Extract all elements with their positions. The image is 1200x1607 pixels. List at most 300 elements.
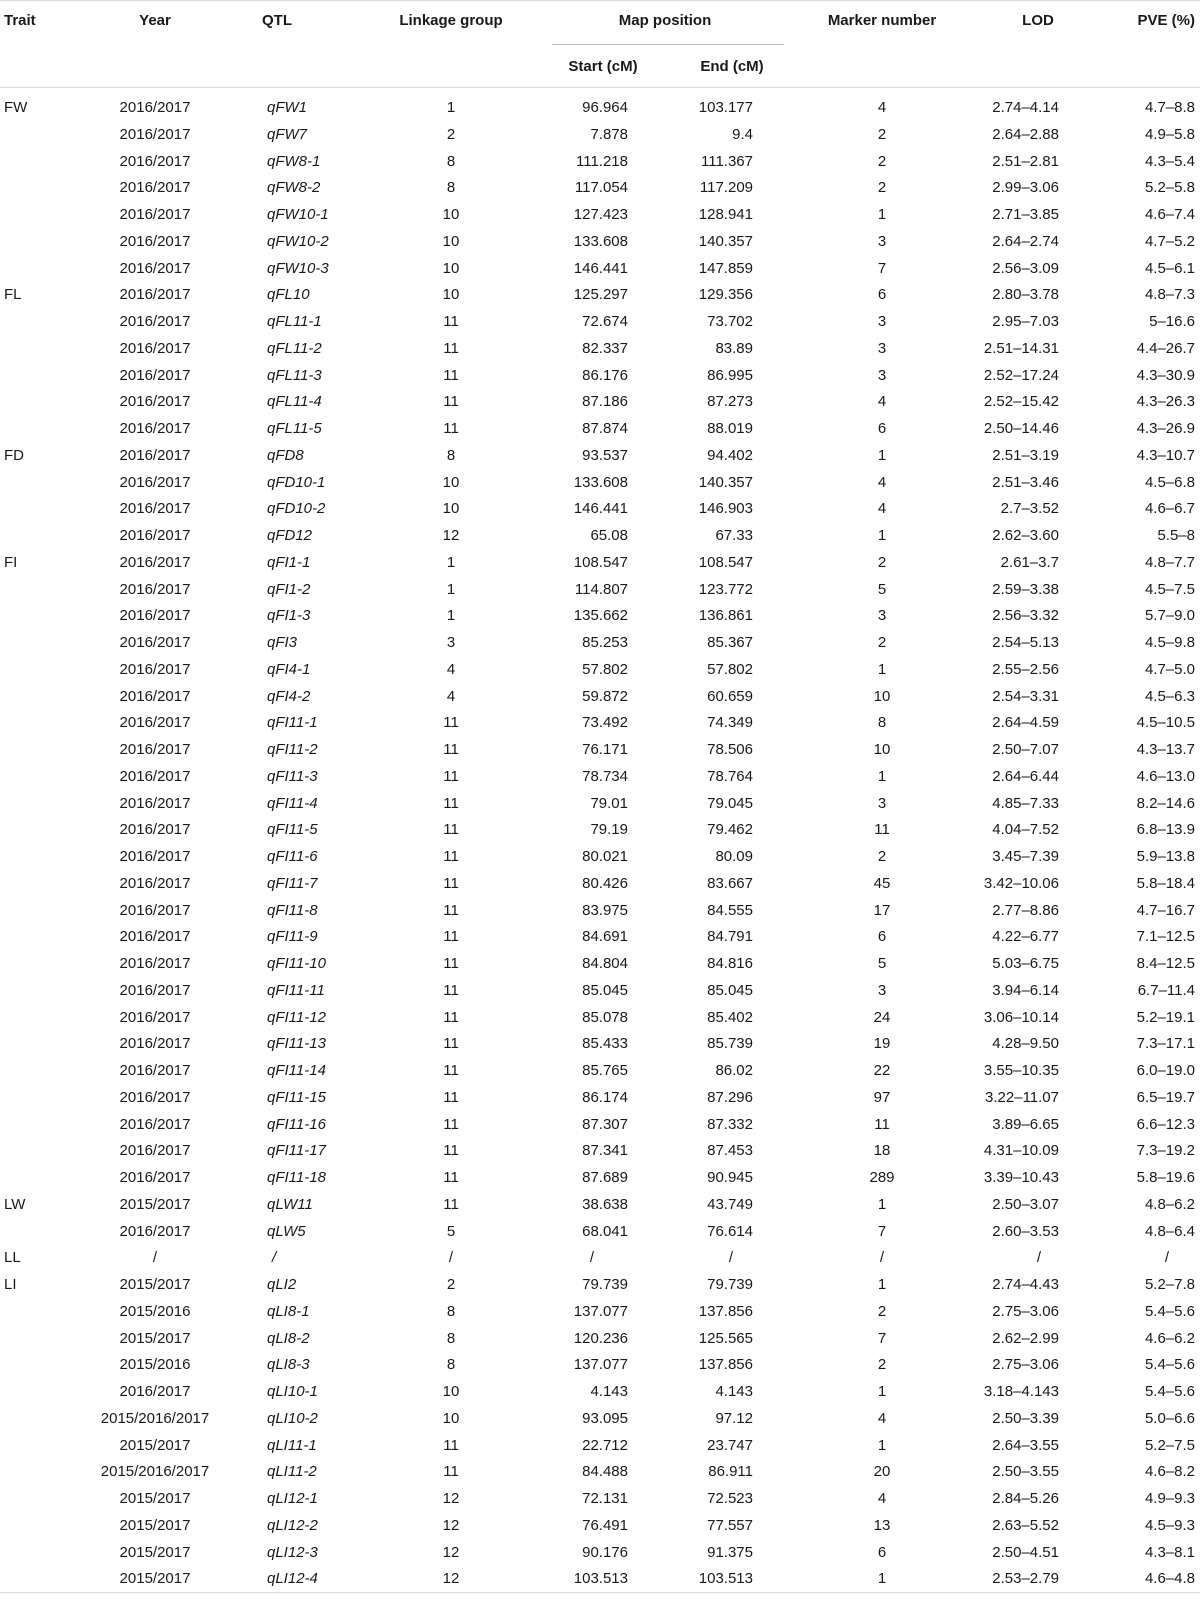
cell-linkage-group: 10 (442, 500, 460, 518)
table-row (0, 897, 1200, 924)
cell-marker-number: 3 (877, 339, 887, 357)
cell-linkage-group: 8 (446, 179, 456, 197)
cell-pve: 4.3–26.9 (1136, 420, 1195, 437)
cell-pve: 4.5–6.8 (1144, 473, 1195, 491)
cell-year: 2016/2017 (119, 687, 191, 705)
cell-marker-number: 7 (877, 1222, 887, 1240)
cell-start: 117.054 (574, 179, 628, 197)
cell-lod: 2.50–3.07 (992, 1195, 1059, 1213)
cell-start: 111.218 (576, 152, 628, 170)
cell-start: 72.674 (582, 313, 628, 330)
cell-year: 2015/2017 (119, 1543, 191, 1561)
cell-lod: 2.56–3.09 (992, 259, 1059, 277)
cell-year: 2015/2016 (119, 1356, 191, 1374)
cell-linkage-group: 10 (442, 1409, 460, 1427)
cell-marker-number: 4 (877, 1490, 887, 1507)
cell-lod: 2.54–5.13 (992, 634, 1059, 651)
cell-pve: 4.6–8.2 (1144, 1463, 1195, 1481)
cell-lod: 3.42–10.06 (983, 874, 1059, 892)
cell-start: 93.095 (582, 1409, 628, 1427)
cell-end: 79.462 (707, 821, 753, 839)
cell-year: 2016/2017 (119, 152, 191, 170)
cell-end: 103.513 (698, 1570, 753, 1588)
cell-pve: 5.2–5.8 (1144, 179, 1195, 197)
cell-end: 78.506 (707, 741, 753, 758)
cell-linkage-group: 5 (446, 1222, 456, 1240)
cell-end: 85.739 (707, 1035, 753, 1053)
cell-start: 76.491 (582, 1516, 628, 1534)
cell-year: 2016/2017 (119, 955, 191, 972)
cell-year: 2016/2017 (119, 767, 191, 785)
cell-start: 85.078 (582, 1008, 628, 1026)
table-row (0, 602, 1200, 629)
cell-qtl: qFD8 (267, 446, 304, 464)
cell-pve: 5–16.6 (1149, 313, 1195, 330)
cell-end: 72.523 (707, 1490, 753, 1507)
cell-start: 76.171 (582, 741, 628, 758)
cell-end: 85.367 (707, 634, 753, 651)
cell-linkage-group: 11 (443, 981, 459, 999)
cell-year: 2015/2017 (119, 1195, 191, 1213)
cell-qtl: qLI8-1 (267, 1302, 310, 1320)
cell-start: 87.689 (582, 1169, 628, 1186)
cell-pve: 4.5–6.3 (1144, 687, 1195, 705)
cell-year: 2016/2017 (119, 125, 191, 143)
cell-linkage-group: 10 (442, 473, 460, 491)
cell-qtl: qLI12-3 (267, 1543, 318, 1561)
cell-end: 84.555 (707, 901, 753, 919)
cell-qtl: qLI2 (267, 1276, 297, 1293)
cell-end: 83.89 (715, 339, 753, 357)
cell-marker-number: 6 (877, 1543, 887, 1561)
cell-pve: 7.3–19.2 (1136, 1142, 1195, 1160)
cell-start: 72.131 (582, 1490, 628, 1507)
cell-lod: 4.04–7.52 (992, 821, 1059, 839)
cell-start: 87.186 (582, 393, 628, 411)
cell-linkage-group: 11 (443, 393, 459, 411)
cell-start: 82.337 (582, 339, 628, 357)
cell-trait: LL (4, 1249, 21, 1267)
cell-year: 2016/2017 (119, 580, 191, 598)
cell-marker-number: 7 (877, 259, 887, 277)
cell-year: 2016/2017 (119, 794, 191, 812)
cell-qtl: qLI11-2 (267, 1463, 317, 1481)
cell-qtl: / (272, 1249, 277, 1267)
cell-linkage-group: 2 (446, 125, 456, 143)
cell-linkage-group: 8 (446, 1329, 456, 1347)
table-row (0, 1485, 1200, 1512)
cell-end: 80.09 (715, 848, 753, 865)
cell-pve: 6.6–12.3 (1136, 1115, 1195, 1133)
cell-linkage-group: 11 (443, 1436, 459, 1454)
header-lod: LOD (1022, 12, 1054, 29)
cell-pve: 5.8–19.6 (1136, 1169, 1195, 1186)
cell-qtl: qLI10-2 (267, 1409, 318, 1427)
table-row (0, 415, 1200, 442)
cell-pve: 4.5–9.3 (1144, 1516, 1195, 1534)
table-row (0, 1030, 1200, 1057)
table-row (0, 736, 1200, 763)
cell-pve: 4.7–5.2 (1144, 232, 1195, 250)
cell-lod: 2.74–4.43 (992, 1276, 1059, 1293)
cell-end: 60.659 (707, 687, 753, 705)
cell-start: 133.608 (573, 473, 628, 491)
cell-lod: 2.51–3.19 (992, 446, 1059, 464)
cell-pve: 4.6–13.0 (1136, 767, 1195, 785)
cell-marker-number: 2 (877, 1356, 887, 1374)
table-row (0, 816, 1200, 843)
cell-end: 43.749 (707, 1195, 753, 1213)
cell-linkage-group: 11 (443, 741, 459, 758)
cell-start: 79.739 (582, 1276, 628, 1293)
cell-year: 2016/2017 (119, 607, 191, 625)
cell-end: 137.856 (698, 1302, 753, 1320)
cell-linkage-group: 1 (446, 553, 456, 571)
cell-end: 83.667 (707, 874, 753, 892)
cell-pve: 6.8–13.9 (1136, 821, 1195, 839)
cell-marker-number: 4 (877, 1409, 887, 1427)
cell-end: 117.209 (699, 179, 753, 197)
table-row (0, 1244, 1200, 1271)
cell-pve: 4.7–16.7 (1136, 901, 1195, 919)
cell-marker-number: 6 (877, 420, 887, 437)
cell-lod: 2.51–3.46 (992, 473, 1059, 491)
cell-pve: 4.5–10.5 (1136, 714, 1195, 732)
cell-year: 2016/2017 (119, 634, 191, 651)
cell-trait: LW (4, 1195, 26, 1213)
cell-year: 2016/2017 (119, 446, 191, 464)
cell-end: 76.614 (707, 1222, 753, 1240)
table-row (0, 1004, 1200, 1031)
cell-marker-number: 1 (877, 206, 887, 223)
cell-lod: 2.51–2.81 (992, 152, 1059, 170)
cell-start: 38.638 (582, 1195, 628, 1213)
cell-marker-number: 1 (877, 527, 887, 544)
cell-pve: 4.9–5.8 (1144, 125, 1195, 143)
table-row (0, 1432, 1200, 1459)
cell-start: 125.297 (573, 286, 628, 304)
cell-marker-number: 4 (877, 500, 887, 518)
cell-end: 87.296 (707, 1088, 753, 1106)
cell-lod: 2.99–3.06 (992, 179, 1059, 197)
cell-pve: 4.6–7.4 (1144, 206, 1195, 223)
cell-pve: 4.5–7.5 (1144, 580, 1195, 598)
cell-qtl: qFI11-11 (267, 981, 325, 999)
cell-start: 59.872 (582, 687, 628, 705)
cell-pve: 4.5–6.1 (1144, 259, 1195, 277)
cell-lod: 2.77–8.86 (992, 901, 1059, 919)
cell-year: 2016/2017 (119, 179, 191, 197)
cell-lod: 3.55–10.35 (983, 1062, 1059, 1079)
cell-qtl: qFL11-2 (267, 339, 322, 357)
cell-end: 84.816 (707, 955, 753, 972)
cell-start: 85.433 (582, 1035, 628, 1053)
table-row (0, 1271, 1200, 1298)
cell-marker-number: 6 (877, 286, 887, 304)
cell-start: 137.077 (573, 1356, 628, 1374)
cell-lod: 2.52–17.24 (983, 366, 1059, 384)
cell-pve: 8.2–14.6 (1136, 794, 1195, 812)
cell-end: / (728, 1249, 734, 1267)
cell-year: 2016/2017 (119, 527, 191, 544)
cell-marker-number: 13 (873, 1516, 891, 1534)
cell-linkage-group: 11 (443, 1088, 459, 1106)
cell-linkage-group: 12 (442, 1543, 460, 1561)
cell-start: 22.712 (582, 1436, 628, 1454)
cell-pve: 5.2–19.1 (1136, 1008, 1195, 1026)
cell-marker-number: 3 (877, 313, 887, 330)
cell-lod: 2.62–2.99 (992, 1329, 1059, 1347)
cell-trait: FD (4, 446, 24, 464)
cell-end: 78.764 (707, 767, 753, 785)
table-row (0, 1539, 1200, 1566)
cell-qtl: qFW7 (267, 125, 308, 143)
cell-lod: 2.60–3.53 (992, 1222, 1059, 1240)
cell-pve: 5.9–13.8 (1136, 848, 1195, 865)
cell-year: 2015/2017 (119, 1490, 191, 1507)
cell-end: 87.332 (707, 1115, 753, 1133)
table-row (0, 1084, 1200, 1111)
cell-year: 2016/2017 (119, 1088, 191, 1106)
cell-linkage-group: 11 (443, 901, 459, 919)
cell-marker-number: 2 (877, 1302, 887, 1320)
cell-start: 108.547 (573, 553, 628, 571)
cell-lod: 3.89–6.65 (992, 1115, 1059, 1133)
cell-pve: 4.8–7.3 (1144, 286, 1195, 304)
cell-linkage-group: 1 (446, 99, 456, 116)
cell-pve: 4.3–13.7 (1136, 741, 1195, 758)
cell-start: 79.19 (590, 821, 628, 839)
cell-pve: 4.6–6.2 (1144, 1329, 1195, 1347)
cell-qtl: qLW5 (267, 1222, 306, 1240)
cell-year: 2016/2017 (119, 1062, 191, 1079)
cell-qtl: qFI11-2 (267, 741, 318, 758)
cell-qtl: qLI12-2 (267, 1516, 318, 1534)
cell-linkage-group: 3 (446, 634, 456, 651)
cell-start: 86.176 (582, 366, 628, 384)
cell-start: 120.236 (573, 1329, 628, 1347)
cell-trait: FW (4, 99, 28, 116)
cell-linkage-group: 11 (443, 1035, 459, 1053)
cell-end: 9.4 (732, 125, 753, 143)
cell-qtl: qFI11-15 (267, 1088, 326, 1106)
table-row (0, 950, 1200, 977)
cell-linkage-group: 11 (443, 1169, 459, 1186)
cell-year: 2016/2017 (119, 1383, 191, 1400)
cell-linkage-group: 1 (446, 607, 456, 625)
cell-marker-number: 6 (877, 928, 887, 946)
cell-marker-number: 3 (877, 607, 887, 625)
table-row (0, 495, 1200, 522)
cell-start: 80.021 (582, 848, 628, 865)
cell-start: 84.804 (582, 955, 628, 972)
cell-year: / (152, 1249, 158, 1267)
cell-start: 146.441 (573, 259, 628, 277)
cell-linkage-group: 11 (443, 955, 459, 972)
cell-year: 2016/2017 (119, 339, 191, 357)
cell-pve: 6.7–11.4 (1137, 981, 1195, 999)
cell-lod: 4.28–9.50 (992, 1035, 1059, 1053)
cell-lod: 2.59–3.38 (992, 580, 1059, 598)
cell-year: 2015/2016 (119, 1302, 191, 1320)
cell-lod: 2.71–3.85 (992, 206, 1059, 223)
table-row (0, 94, 1200, 121)
cell-end: 140.357 (698, 473, 753, 491)
cell-end: 84.791 (707, 928, 753, 946)
table-row (0, 1191, 1200, 1218)
table-row (0, 442, 1200, 469)
cell-pve: 5.4–5.6 (1144, 1383, 1195, 1400)
cell-year: 2016/2017 (119, 553, 191, 571)
cell-pve: 4.7–5.0 (1144, 660, 1195, 678)
header-linkage-group: Linkage group (399, 12, 503, 29)
cell-linkage-group: 10 (442, 232, 460, 250)
table-row (0, 1325, 1200, 1352)
table-row (0, 1057, 1200, 1084)
cell-marker-number: 3 (877, 981, 887, 999)
cell-linkage-group: 11 (443, 848, 459, 865)
table-row (0, 709, 1200, 736)
cell-year: 2016/2017 (119, 714, 191, 732)
cell-marker-number: 17 (873, 901, 891, 919)
cell-qtl: qFI4-1 (267, 660, 311, 678)
cell-lod: 2.95–7.03 (992, 313, 1059, 330)
cell-qtl: qFL11-1 (267, 313, 322, 330)
cell-lod: 2.80–3.78 (992, 286, 1059, 304)
cell-pve: 5.2–7.8 (1144, 1276, 1195, 1293)
cell-lod: 4.85–7.33 (992, 794, 1059, 812)
cell-year: 2016/2017 (119, 741, 191, 758)
cell-lod: 2.64–2.74 (992, 232, 1059, 250)
cell-marker-number: 10 (873, 741, 891, 758)
cell-marker-number: 3 (877, 232, 887, 250)
cell-end: 87.273 (707, 393, 753, 411)
cell-qtl: qFL11-5 (267, 420, 322, 437)
cell-end: 140.357 (698, 232, 753, 250)
cell-linkage-group: 4 (446, 687, 456, 705)
table-row (0, 1512, 1200, 1539)
cell-pve: 5.4–5.6 (1144, 1302, 1195, 1320)
cell-marker-number: 18 (873, 1142, 891, 1160)
cell-year: 2016/2017 (119, 1008, 191, 1026)
cell-pve: 4.3–26.3 (1136, 393, 1195, 411)
cell-lod: 2.75–3.06 (992, 1302, 1059, 1320)
cell-linkage-group: 12 (442, 527, 460, 544)
cell-end: 94.402 (707, 446, 753, 464)
cell-year: 2016/2017 (119, 1035, 191, 1053)
header-pve: PVE (%) (1137, 12, 1195, 29)
table-row (0, 281, 1200, 308)
cell-start: 83.975 (582, 901, 628, 919)
cell-qtl: qFI1-1 (267, 553, 311, 571)
cell-pve: / (1164, 1249, 1170, 1267)
cell-linkage-group: 12 (442, 1516, 460, 1534)
table-row (0, 1458, 1200, 1485)
cell-marker-number: 2 (877, 179, 887, 197)
cell-year: 2016/2017 (119, 874, 191, 892)
table-row (0, 843, 1200, 870)
cell-pve: 4.4–26.7 (1136, 339, 1195, 357)
cell-year: 2016/2017 (119, 99, 191, 116)
cell-marker-number: 45 (873, 874, 891, 892)
cell-marker-number: 1 (877, 1570, 887, 1588)
cell-linkage-group: / (448, 1249, 454, 1267)
cell-year: 2016/2017 (119, 259, 191, 277)
cell-qtl: qFI11-4 (267, 794, 318, 812)
table-row (0, 1405, 1200, 1432)
cell-year: 2015/2017 (119, 1570, 191, 1588)
cell-linkage-group: 11 (443, 928, 459, 946)
header-marker-number: Marker number (827, 12, 937, 29)
cell-linkage-group: 11 (443, 313, 459, 330)
cell-qtl: qFI3 (267, 634, 298, 651)
table-row (0, 1378, 1200, 1405)
cell-marker-number: 5 (877, 955, 887, 972)
cell-end: 85.402 (707, 1008, 753, 1026)
cell-year: 2015/2017 (119, 1516, 191, 1534)
cell-qtl: qLW11 (267, 1195, 313, 1213)
cell-year: 2016/2017 (119, 473, 191, 491)
cell-linkage-group: 11 (443, 1463, 459, 1481)
cell-end: 79.739 (707, 1276, 753, 1293)
cell-lod: 2.64–2.88 (992, 125, 1059, 143)
cell-qtl: qLI12-1 (267, 1490, 318, 1507)
cell-year: 2016/2017 (119, 366, 191, 384)
table-row (0, 255, 1200, 282)
cell-lod: 2.50–14.46 (983, 420, 1059, 437)
cell-year: 2016/2017 (119, 206, 191, 223)
cell-pve: 4.8–6.4 (1144, 1222, 1195, 1240)
cell-year: 2016/2017 (119, 928, 191, 946)
cell-qtl: qFL10 (267, 286, 310, 304)
cell-lod: 2.75–3.06 (992, 1356, 1059, 1374)
table-row (0, 1298, 1200, 1325)
cell-start: 85.765 (582, 1062, 628, 1079)
cell-linkage-group: 12 (442, 1490, 460, 1507)
cell-end: 90.945 (707, 1169, 753, 1186)
cell-lod: 3.22–11.07 (985, 1088, 1059, 1106)
cell-lod: 2.56–3.32 (992, 607, 1059, 625)
cell-end: 147.859 (698, 259, 753, 277)
table-row (0, 1137, 1200, 1164)
cell-end: 97.12 (715, 1409, 753, 1427)
cell-start: 87.307 (582, 1115, 628, 1133)
cell-year: 2016/2017 (119, 1115, 191, 1133)
cell-pve: 7.1–12.5 (1136, 928, 1195, 946)
cell-year: 2016/2017 (119, 848, 191, 865)
table-row (0, 121, 1200, 148)
cell-pve: 4.9–9.3 (1144, 1490, 1195, 1507)
cell-marker-number: 3 (877, 366, 887, 384)
cell-pve: 5.2–7.5 (1144, 1436, 1195, 1454)
cell-marker-number: 11 (874, 1115, 890, 1133)
cell-lod: 3.18–4.143 (983, 1383, 1059, 1400)
cell-start: 87.874 (582, 420, 628, 437)
cell-pve: 4.8–7.7 (1144, 553, 1195, 571)
table-row (0, 1351, 1200, 1378)
table-row (0, 469, 1200, 496)
cell-start: 84.488 (582, 1463, 628, 1481)
cell-start: 127.423 (573, 206, 628, 223)
cell-qtl: qFI4-2 (267, 687, 311, 705)
cell-qtl: qFI11-13 (267, 1035, 326, 1053)
cell-end: 67.33 (715, 527, 753, 544)
cell-marker-number: 8 (877, 714, 887, 732)
cell-linkage-group: 11 (443, 821, 459, 839)
cell-marker-number: 1 (877, 1195, 887, 1213)
cell-marker-number: 2 (877, 553, 887, 571)
cell-linkage-group: 10 (442, 259, 460, 277)
